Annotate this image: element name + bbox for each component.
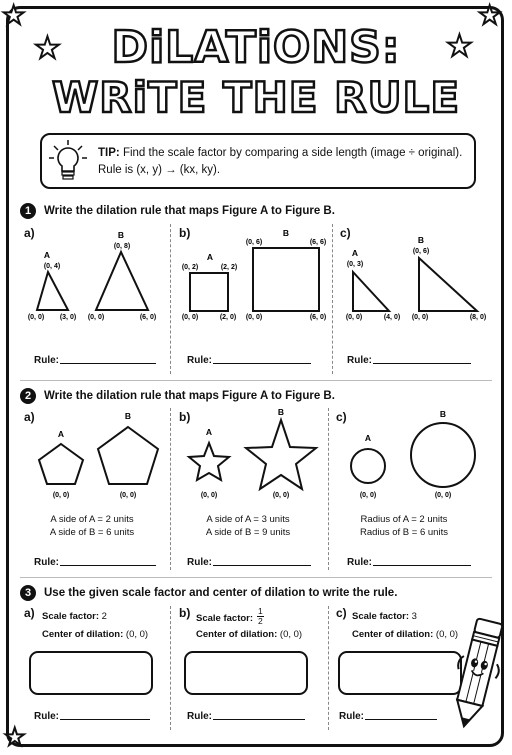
rule-answer-line[interactable] bbox=[60, 565, 156, 566]
center-label: Center of dilation: bbox=[352, 629, 434, 640]
given-info bbox=[334, 513, 474, 539]
fraction-numerator: 1 bbox=[258, 606, 263, 616]
vertex-label: (0, 3) bbox=[346, 261, 364, 268]
section-separator bbox=[20, 380, 492, 381]
figure-a-name: A bbox=[205, 427, 213, 437]
panel-label: c) bbox=[336, 606, 347, 620]
origin-label: (0, 0) bbox=[434, 492, 452, 499]
square-b bbox=[253, 248, 319, 311]
star-icon: ★ bbox=[2, 0, 26, 30]
figure-b-name: B bbox=[277, 407, 285, 417]
divider bbox=[328, 606, 329, 730]
figure-b-name: B bbox=[439, 409, 447, 419]
figure-a-name: A bbox=[364, 433, 372, 443]
vertex-label: (2, 2) bbox=[220, 264, 238, 271]
scale-factor bbox=[42, 611, 107, 622]
origin-label: (0, 0) bbox=[272, 492, 290, 499]
given-line: A side of B = 6 units bbox=[49, 527, 135, 538]
panel-label: b) bbox=[179, 226, 191, 240]
vertex-label: (8, 0) bbox=[469, 314, 487, 321]
scale-factor-label: Scale factor: bbox=[352, 611, 410, 622]
section-number: 2 bbox=[20, 388, 36, 404]
vertex-label: (3, 0) bbox=[59, 314, 77, 321]
rule-answer-line[interactable] bbox=[213, 719, 305, 720]
pentagon-b bbox=[98, 427, 158, 484]
section-3-heading bbox=[20, 585, 397, 601]
rule-label: Rule: bbox=[339, 711, 364, 722]
rule-answer-line[interactable] bbox=[213, 363, 311, 364]
center-label: Center of dilation: bbox=[196, 629, 278, 640]
title-line-2: WRiTE THE RULE bbox=[51, 73, 461, 122]
center-label: Center of dilation: bbox=[42, 629, 124, 640]
scale-factor-label: Scale factor: bbox=[42, 611, 100, 622]
given-info bbox=[178, 513, 318, 539]
center-of-dilation bbox=[352, 629, 458, 640]
scale-factor-label: Scale factor: bbox=[196, 613, 254, 624]
vertex-label: (0, 0) bbox=[411, 314, 429, 321]
divider bbox=[170, 606, 171, 730]
given-info bbox=[22, 513, 162, 539]
center-value: (0, 0) bbox=[435, 629, 459, 640]
vertex-label: (0, 0) bbox=[345, 314, 363, 321]
tip-text bbox=[98, 145, 468, 179]
rule-label: Rule: bbox=[187, 711, 212, 722]
rule-answer-line[interactable] bbox=[365, 719, 437, 720]
panel-label: c) bbox=[340, 226, 351, 240]
rule-label: Rule: bbox=[347, 557, 372, 568]
answer-box[interactable] bbox=[29, 651, 153, 695]
star-icon: ★ bbox=[446, 30, 473, 63]
center-value: (0, 0) bbox=[279, 629, 303, 640]
star-shape-a bbox=[189, 443, 229, 480]
scale-factor bbox=[196, 606, 264, 626]
circle-a bbox=[351, 449, 385, 483]
vertex-label: (4, 0) bbox=[383, 314, 401, 321]
square-a bbox=[190, 273, 228, 311]
origin-label: (0, 0) bbox=[359, 492, 377, 499]
section-number: 3 bbox=[20, 585, 36, 601]
star-icon: ★ bbox=[34, 32, 61, 65]
triangle-b bbox=[96, 252, 148, 310]
pencil-mascot-icon bbox=[452, 614, 504, 734]
rule-answer-line[interactable] bbox=[213, 565, 311, 566]
panel-label: a) bbox=[24, 606, 35, 620]
vertex-label: (0, 0) bbox=[87, 314, 105, 321]
panel-label: c) bbox=[336, 410, 347, 424]
pentagon-a bbox=[39, 444, 83, 484]
section-1-figures bbox=[0, 230, 512, 350]
section-1-text: Write the dilation rule that maps Figure A to Figure B. bbox=[44, 205, 335, 217]
center-of-dilation bbox=[196, 629, 302, 640]
star-icon: ★ bbox=[4, 724, 26, 751]
scale-factor-value: 3 bbox=[411, 611, 417, 622]
vertex-label: (0, 0) bbox=[27, 314, 45, 321]
vertex-label: (0, 6) bbox=[245, 239, 263, 246]
section-2-heading bbox=[20, 388, 335, 404]
answer-box[interactable] bbox=[184, 651, 308, 695]
panel-label: b) bbox=[179, 606, 191, 620]
rule-label: Rule: bbox=[187, 557, 212, 568]
panel-label: b) bbox=[179, 410, 191, 424]
section-1-heading bbox=[20, 203, 335, 219]
answer-box[interactable] bbox=[338, 651, 462, 695]
given-line: A side of A = 3 units bbox=[206, 514, 290, 525]
right-triangle-b bbox=[419, 258, 477, 311]
rule-label: Rule: bbox=[347, 355, 372, 366]
triangle-a bbox=[37, 272, 68, 310]
tip-rule: Rule is (x, y) → (kx, ky). bbox=[98, 164, 221, 176]
origin-label: (0, 0) bbox=[52, 492, 70, 499]
section-2-text: Write the dilation rule that maps Figure A to Figure B. bbox=[44, 390, 335, 402]
vertex-label: (0, 8) bbox=[113, 243, 131, 250]
panel-label: a) bbox=[24, 410, 35, 424]
section-2-figures bbox=[0, 405, 512, 505]
star-icon: ★ bbox=[478, 0, 502, 30]
scale-factor-value: 2 bbox=[101, 611, 107, 622]
center-of-dilation bbox=[42, 629, 148, 640]
title-line-1: DiLATiONS: bbox=[111, 22, 401, 73]
rule-answer-line[interactable] bbox=[373, 565, 471, 566]
tip-label: TIP: bbox=[98, 147, 120, 159]
vertex-label: (0, 6) bbox=[412, 248, 430, 255]
section-separator bbox=[20, 577, 492, 578]
fraction-denominator: 2 bbox=[258, 616, 263, 626]
center-value: (0, 0) bbox=[125, 629, 149, 640]
figure-a-name: A bbox=[57, 429, 65, 439]
rule-answer-line[interactable] bbox=[373, 363, 471, 364]
vertex-label: (0, 2) bbox=[181, 264, 199, 271]
section-3-text: Use the given scale factor and center of dilation to write the rule. bbox=[44, 587, 398, 599]
figure-b-name: B bbox=[117, 230, 125, 240]
figure-a-name: A bbox=[43, 250, 51, 260]
figure-a-name: A bbox=[351, 248, 359, 258]
rule-label: Rule: bbox=[187, 355, 212, 366]
section-number: 1 bbox=[20, 203, 36, 219]
vertex-label: (0, 0) bbox=[245, 314, 263, 321]
given-line: Radius of A = 2 units bbox=[360, 514, 448, 525]
vertex-label: (6, 0) bbox=[139, 314, 157, 321]
rule-answer-line[interactable] bbox=[60, 363, 156, 364]
circle-b bbox=[411, 423, 475, 487]
scale-factor bbox=[352, 611, 417, 622]
vertex-label: (0, 4) bbox=[43, 263, 61, 270]
origin-label: (0, 0) bbox=[200, 492, 218, 499]
figure-b-name: B bbox=[282, 230, 290, 238]
figure-a-name: A bbox=[206, 252, 214, 262]
vertex-label: (6, 6) bbox=[309, 239, 327, 246]
given-line: A side of B = 9 units bbox=[205, 527, 291, 538]
origin-label: (0, 0) bbox=[119, 492, 137, 499]
lightbulb-icon bbox=[48, 138, 88, 186]
scale-factor-fraction bbox=[257, 607, 264, 626]
tip-instruction: Find the scale factor by comparing a side length (image ÷ original). bbox=[122, 147, 463, 159]
rule-answer-line[interactable] bbox=[60, 719, 150, 720]
right-triangle-a bbox=[353, 272, 389, 311]
given-line: A side of A = 2 units bbox=[50, 514, 134, 525]
tip-box bbox=[40, 133, 476, 189]
rule-label: Rule: bbox=[34, 557, 59, 568]
figure-b-name: B bbox=[124, 411, 132, 421]
star-shape-b bbox=[246, 420, 316, 489]
rule-label: Rule: bbox=[34, 711, 59, 722]
panel-label: a) bbox=[24, 226, 35, 240]
figure-b-name: B bbox=[417, 235, 425, 245]
vertex-label: (6, 0) bbox=[309, 314, 327, 321]
given-line: Radius of B = 6 units bbox=[360, 527, 448, 538]
vertex-label: (0, 0) bbox=[181, 314, 199, 321]
vertex-label: (2, 0) bbox=[219, 314, 237, 321]
rule-label: Rule: bbox=[34, 355, 59, 366]
